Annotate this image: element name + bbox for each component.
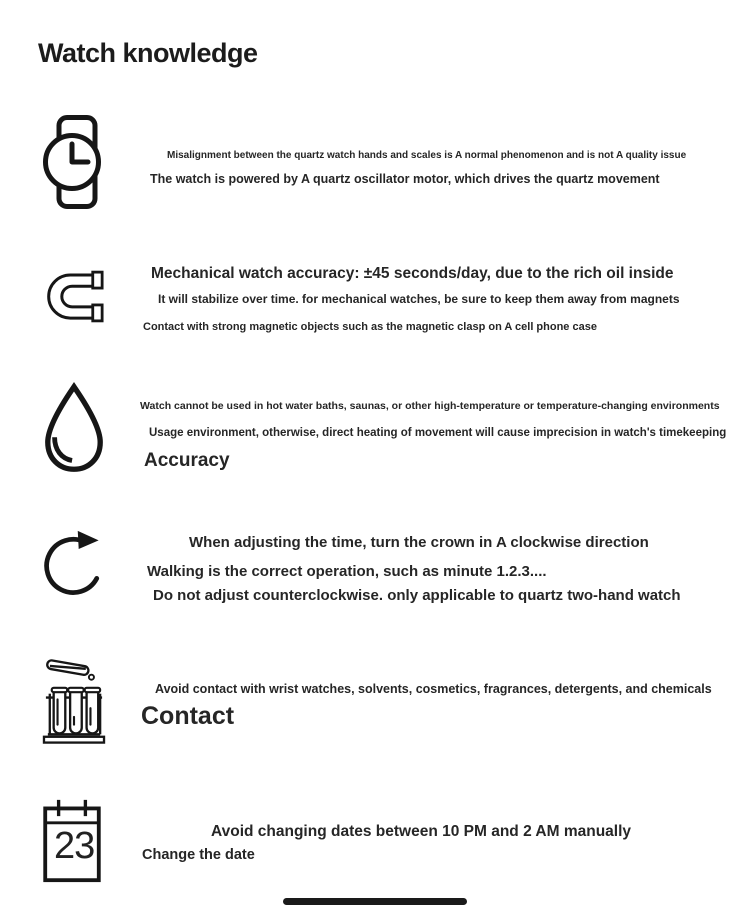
tip-line: Do not adjust counterclockwise. only applicable to quartz two-hand watch xyxy=(153,587,681,604)
tip-line: When adjusting the time, turn the crown in A clockwise direction xyxy=(189,534,649,551)
tip-line: Walking is the correct operation, such as minute 1.2.3.... xyxy=(147,563,547,580)
tip-line: Avoid changing dates between 10 PM and 2 AM manually xyxy=(211,823,632,840)
page-title: Watch knowledge xyxy=(38,38,258,68)
calendar-day-number: 23 xyxy=(54,825,95,867)
tip-line: The watch is powered by A quartz oscillator motor, which drives the quartz movement xyxy=(150,172,660,186)
tip-line: Watch cannot be used in hot water baths, saunas, or other high-temperature or temperature-changing environments xyxy=(140,400,720,412)
test-tubes-icon xyxy=(42,653,106,745)
tip-line: Contact with strong magnetic objects such as the magnetic clasp on A cell phone case xyxy=(143,321,597,333)
tip-line: It will stabilize over time. for mechanical watches, be sure to keep them away from magnets xyxy=(158,292,680,306)
water-drop-icon xyxy=(41,381,107,475)
home-indicator-bar xyxy=(283,898,467,905)
magnet-icon xyxy=(44,270,104,323)
tip-line: Avoid contact with wrist watches, solvents, cosmetics, fragrances, detergents, and chemicals xyxy=(155,682,712,696)
clockwise-arrow-icon xyxy=(43,529,103,605)
tip-line: Mechanical watch accuracy: ±45 seconds/day, due to the rich oil inside xyxy=(151,265,674,282)
tip-line: Change the date xyxy=(142,847,255,863)
section-heading: Contact xyxy=(141,702,235,730)
tip-line: Misalignment between the quartz watch hands and scales is A normal phenomenon and is not A quality issue xyxy=(167,150,687,161)
watch-icon xyxy=(42,114,108,210)
tip-line: Usage environment, otherwise, direct heating of movement will cause imprecision in watch's timekeeping xyxy=(149,427,727,439)
section-heading: Accuracy xyxy=(144,450,230,471)
